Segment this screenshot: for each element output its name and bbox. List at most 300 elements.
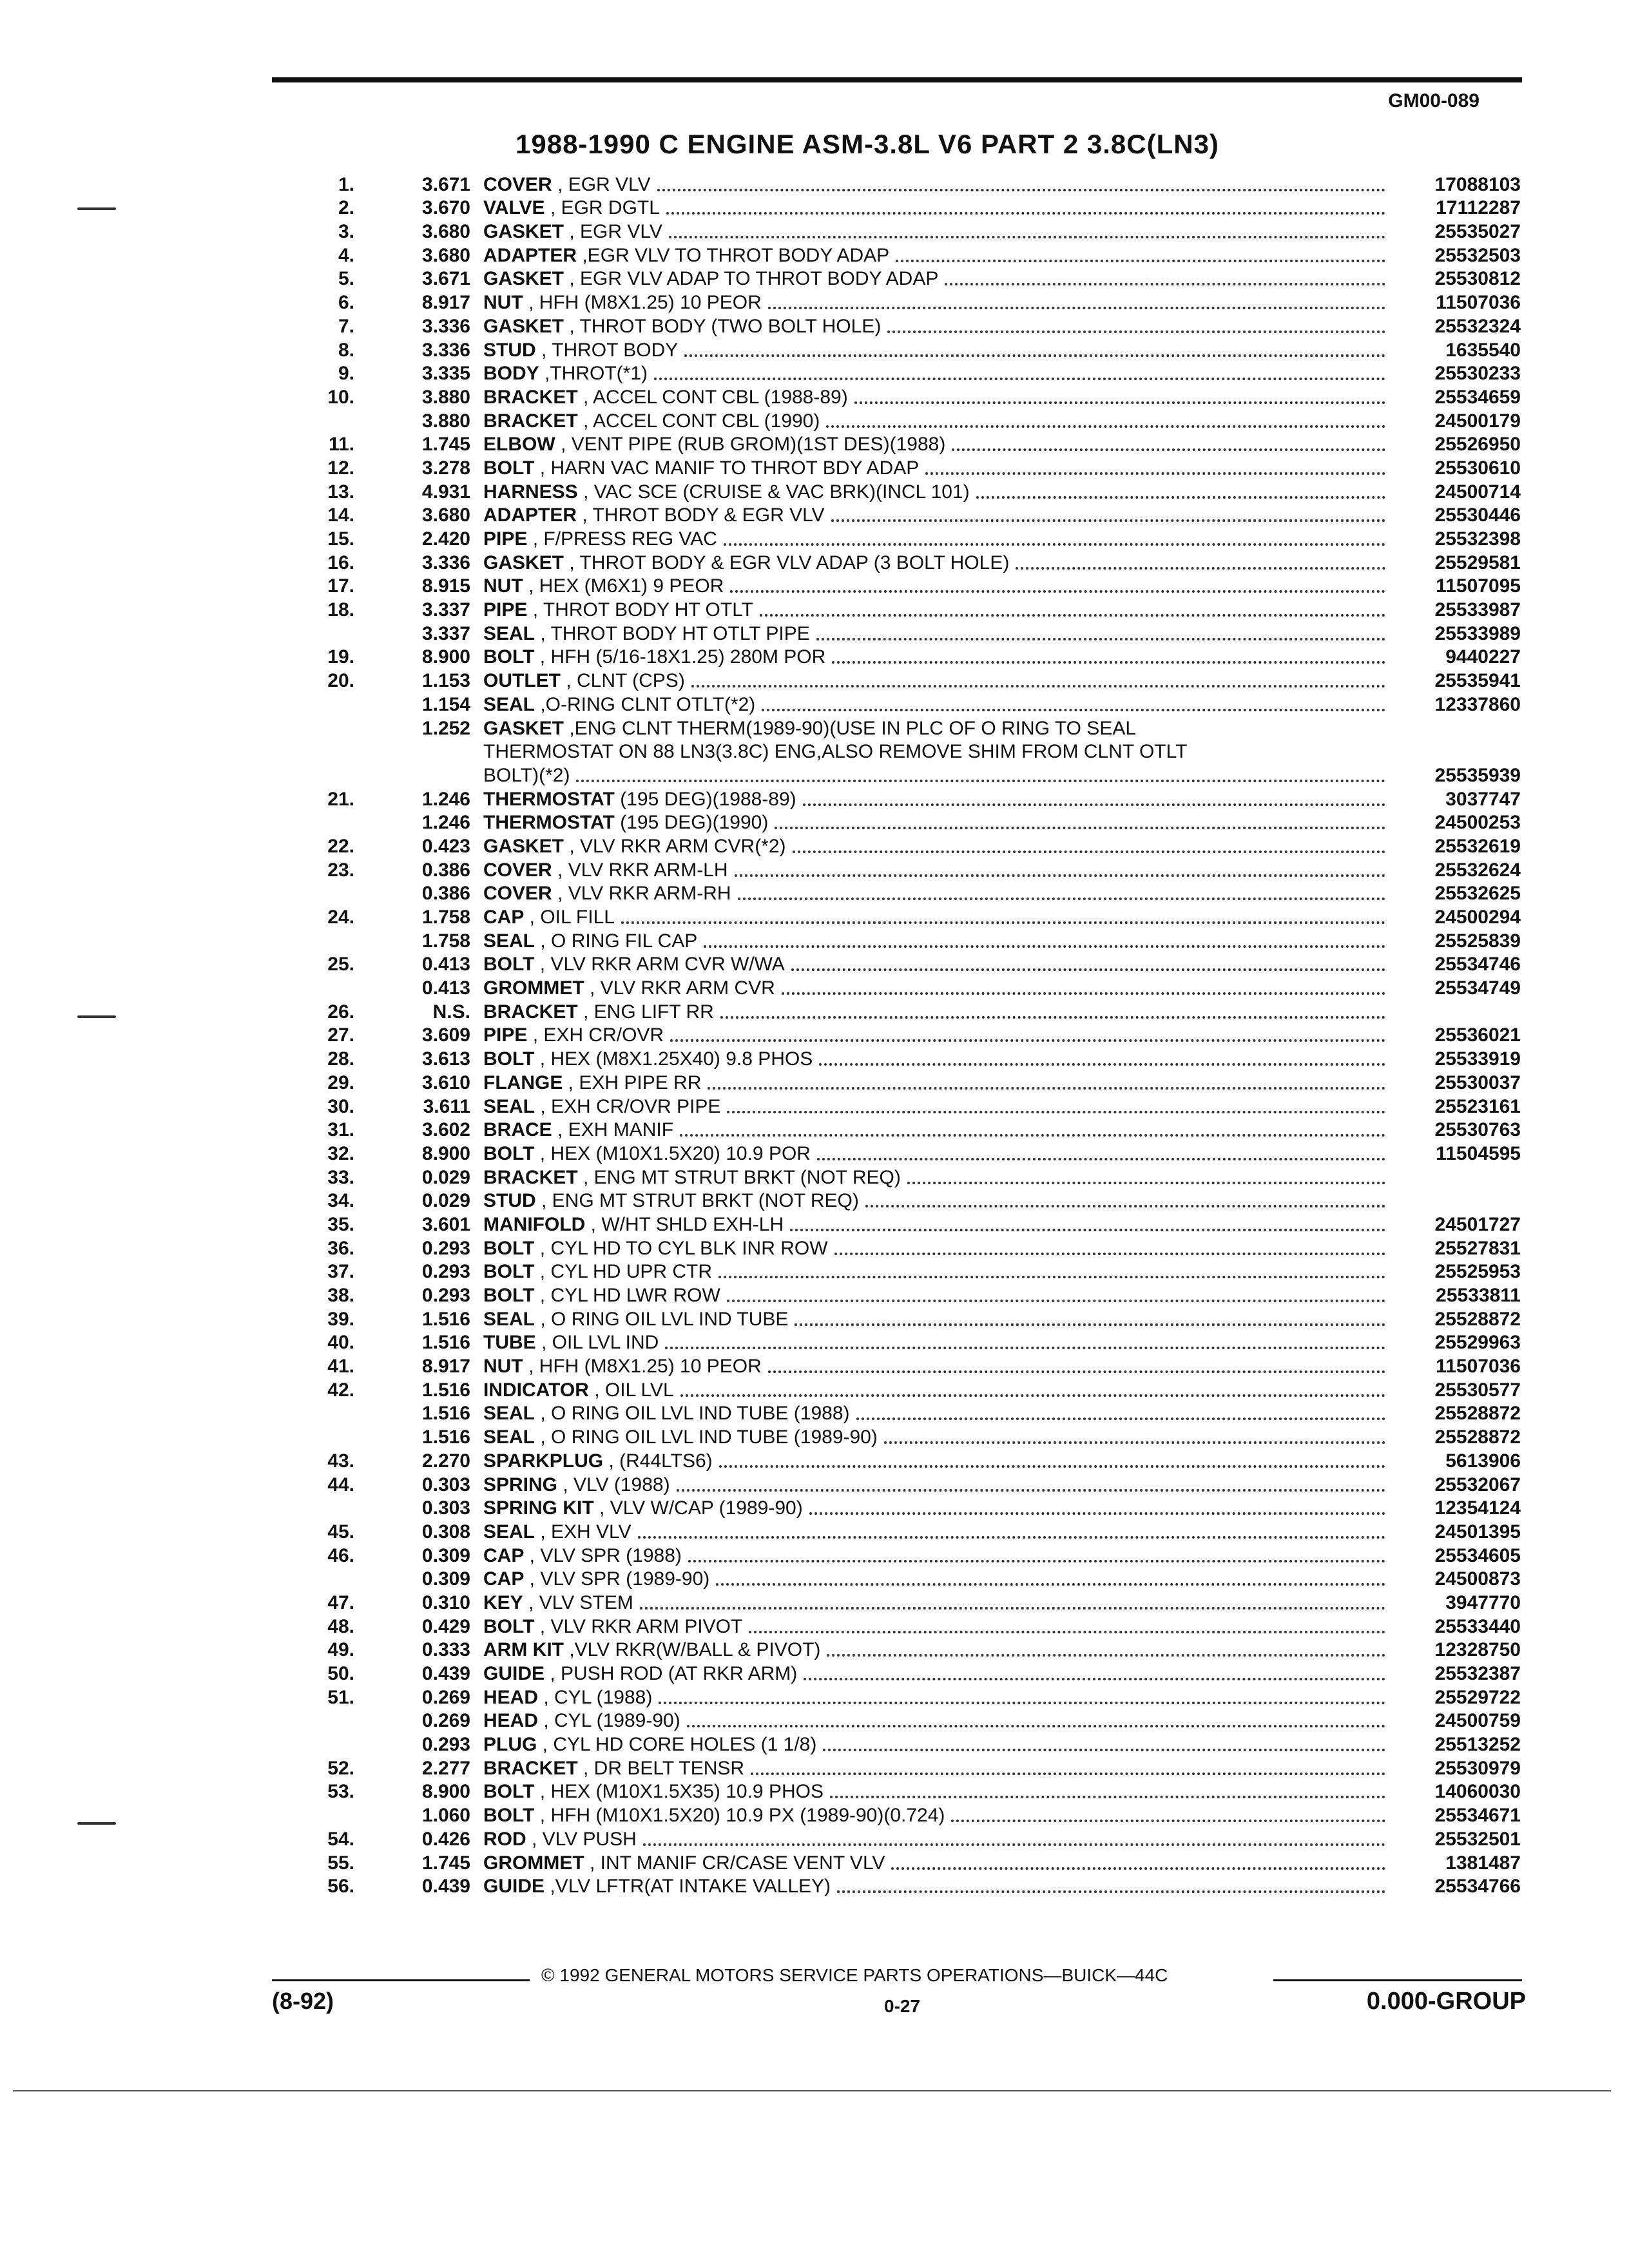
part-description — [470, 1142, 1392, 1166]
group-number: 3.336 — [421, 339, 470, 361]
item-number: 46. — [327, 1544, 354, 1566]
part-detail: (195 DEG)(1988-89) — [614, 788, 796, 810]
item-number: 48. — [327, 1615, 354, 1637]
part-description — [470, 599, 1392, 622]
item-number: 31. — [327, 1119, 354, 1141]
part-number: 25532067 — [1434, 1474, 1521, 1495]
table-row — [296, 456, 1521, 480]
copyright-notice: © 1992 GENERAL MOTORS SERVICE PARTS OPERATIONS—BUICK—44C — [541, 1965, 1168, 1985]
part-name: KEY — [483, 1591, 523, 1613]
dot-leader — [884, 1441, 1385, 1444]
part-name: STUD — [483, 1190, 536, 1212]
part-detail: , O RING OIL LVL IND TUBE — [535, 1308, 789, 1330]
table-row — [296, 1331, 1521, 1355]
part-number: 5613906 — [1445, 1450, 1521, 1472]
table-row — [296, 1119, 1521, 1142]
part-name: INDICATOR — [483, 1379, 589, 1401]
group-number: 0.423 — [421, 835, 470, 857]
part-detail: , VLV PUSH — [526, 1828, 637, 1850]
part-number: 25532619 — [1434, 835, 1521, 857]
part-detail: , EXH MANIF — [552, 1119, 674, 1141]
item-number: 43. — [327, 1450, 354, 1472]
part-description — [470, 1591, 1392, 1615]
part-detail: , PUSH ROD (AT RKR ARM) — [545, 1663, 798, 1684]
dot-leader — [638, 1536, 1385, 1539]
table-row — [296, 1756, 1521, 1780]
group-number: 0.293 — [421, 1285, 470, 1306]
dot-leader — [688, 1560, 1385, 1562]
group-number: 0.386 — [421, 883, 470, 905]
part-name: BOLT — [483, 1237, 535, 1259]
part-name: BOLT — [483, 1805, 535, 1827]
group-number: 0.029 — [421, 1166, 470, 1188]
table-row — [296, 1024, 1521, 1048]
part-name: GASKET — [483, 835, 564, 857]
part-number: 24500873 — [1434, 1568, 1521, 1590]
part-description — [470, 173, 1392, 197]
item-number: 42. — [327, 1379, 354, 1401]
part-description — [470, 1709, 1392, 1733]
group-number: 2.270 — [421, 1450, 470, 1472]
part-number: 25528872 — [1434, 1403, 1521, 1425]
part-description — [470, 788, 1392, 811]
part-name: THERMOSTAT — [483, 788, 615, 810]
part-name: SEAL — [483, 1308, 535, 1330]
item-number: 26. — [327, 1001, 354, 1023]
part-detail: (195 DEG)(1990) — [614, 812, 769, 834]
group-number: 0.439 — [421, 1876, 470, 1898]
part-description — [470, 552, 1392, 575]
item-number: 33. — [327, 1166, 354, 1188]
part-description — [470, 1024, 1392, 1047]
part-detail: , ENG MT STRUT BRKT (NOT REQ) — [577, 1166, 901, 1188]
part-description — [470, 1733, 1392, 1756]
dot-leader — [795, 1323, 1385, 1326]
part-description — [470, 1001, 1392, 1024]
group-number: 3.613 — [421, 1048, 470, 1070]
table-row — [296, 716, 1521, 740]
dot-leader — [680, 1134, 1385, 1137]
part-number: 25534671 — [1434, 1805, 1521, 1827]
part-description — [470, 339, 1392, 362]
part-number: 24500179 — [1434, 410, 1521, 432]
dot-leader — [837, 1890, 1385, 1893]
part-description — [470, 1686, 1392, 1709]
part-detail: ,VLV LFTR(AT INTAKE VALLEY) — [545, 1876, 831, 1898]
part-number: 25535939 — [1434, 764, 1521, 786]
table-row — [296, 1071, 1521, 1095]
dot-leader — [831, 519, 1385, 522]
table-row — [296, 976, 1521, 1000]
part-number: 25529722 — [1434, 1686, 1521, 1708]
item-number: 21. — [327, 788, 354, 810]
group-number: 3.680 — [421, 221, 470, 243]
table-row — [296, 1875, 1521, 1899]
dot-leader — [856, 1418, 1386, 1420]
part-description — [470, 1497, 1392, 1520]
part-name: GASKET — [483, 221, 564, 243]
item-number: 38. — [327, 1285, 354, 1306]
part-number: 12328750 — [1434, 1639, 1521, 1661]
part-number: 25532625 — [1434, 883, 1521, 905]
group-number: 3.337 — [421, 622, 470, 644]
table-row — [296, 693, 1521, 716]
group-number: 0.309 — [421, 1544, 470, 1566]
item-number: 40. — [327, 1332, 354, 1354]
part-number: 24500759 — [1434, 1710, 1521, 1732]
part-detail: , VAC SCE (CRUISE & VAC BRK)(INCL 101) — [577, 481, 970, 503]
part-detail: , CLNT (CPS) — [561, 670, 685, 692]
part-description — [470, 1757, 1392, 1780]
group-number: 8.900 — [421, 1781, 470, 1803]
part-name: GUIDE — [483, 1876, 545, 1898]
part-name: OUTLET — [483, 670, 561, 692]
table-row — [296, 905, 1521, 929]
dot-leader — [891, 1867, 1385, 1870]
item-number: 7. — [338, 315, 354, 337]
table-row — [296, 1568, 1521, 1591]
part-detail: , VLV RKR ARM-RH — [552, 883, 731, 905]
table-row — [296, 527, 1521, 551]
part-name: STUD — [483, 339, 536, 361]
part-description — [470, 622, 1392, 646]
part-description — [470, 1237, 1392, 1260]
dot-leader — [669, 236, 1385, 238]
part-name: SEAL — [483, 1095, 535, 1117]
part-description — [470, 1852, 1392, 1875]
part-description — [470, 1615, 1392, 1639]
part-name: CAP — [483, 1544, 525, 1566]
part-detail: , CYL HD LWR ROW — [534, 1285, 720, 1306]
part-number: 25533811 — [1436, 1285, 1521, 1306]
part-number: 25534766 — [1434, 1876, 1521, 1898]
item-number: 34. — [327, 1190, 354, 1212]
item-number: 35. — [327, 1213, 354, 1235]
part-detail: , OIL LVL IND — [535, 1332, 659, 1354]
part-description — [470, 1260, 1392, 1283]
page-title: 1988-1990 C ENGINE ASM-3.8L V6 PART 2 3.8C(LN3) — [516, 129, 1219, 159]
part-detail: , VLV RKR ARM CVR — [584, 977, 775, 999]
dot-leader — [677, 1489, 1385, 1492]
item-number: 41. — [327, 1356, 354, 1378]
part-description — [470, 953, 1392, 976]
group-number: 3.335 — [421, 363, 470, 385]
margin-mark — [77, 1015, 116, 1018]
table-row — [296, 1449, 1521, 1473]
part-name: SPRING — [483, 1474, 558, 1495]
part-description — [470, 433, 1392, 456]
item-number: 47. — [327, 1591, 354, 1613]
table-row — [296, 740, 1521, 764]
table-row — [296, 1000, 1521, 1024]
part-name: NUT — [483, 575, 523, 597]
group-number: 3.880 — [421, 410, 470, 432]
part-description — [470, 1048, 1392, 1071]
item-number: 10. — [327, 386, 354, 408]
dot-leader — [817, 1158, 1385, 1160]
part-description — [470, 740, 1392, 764]
table-row — [296, 811, 1521, 835]
part-description — [470, 1284, 1392, 1307]
part-detail: , VLV STEM — [523, 1591, 633, 1613]
bottom-rule — [13, 2090, 1611, 2091]
dot-leader — [854, 401, 1385, 404]
table-row — [296, 433, 1521, 457]
part-detail: ,THROT(*1) — [539, 363, 648, 385]
item-number: 11. — [328, 434, 354, 456]
part-description — [470, 930, 1392, 953]
dot-leader — [976, 496, 1385, 499]
dot-leader — [804, 1678, 1385, 1680]
part-number: 25534746 — [1434, 954, 1521, 975]
table-row — [296, 834, 1521, 858]
part-detail: , VLV RKR ARM CVR W/WA — [534, 954, 785, 975]
group-number: 1.153 — [421, 670, 470, 692]
table-row — [296, 480, 1521, 504]
dot-leader — [730, 590, 1385, 593]
part-detail: , HARN VAC MANIF TO THROT BDY ADAP — [534, 457, 920, 479]
dot-leader — [727, 1111, 1385, 1113]
part-detail: , VLV (1988) — [557, 1474, 670, 1495]
dot-leader — [665, 1347, 1385, 1349]
part-description — [470, 1189, 1392, 1213]
margin-mark — [77, 1822, 116, 1825]
part-number: 25530233 — [1434, 363, 1521, 385]
dot-leader — [640, 1607, 1385, 1610]
part-name: SEAL — [483, 693, 535, 715]
group-number: N.S. — [432, 1001, 470, 1023]
group-number: 8.900 — [421, 1142, 470, 1164]
table-row — [296, 1520, 1521, 1544]
part-detail: , VENT PIPE (RUB GROM)(1ST DES)(1988) — [555, 434, 946, 456]
part-description — [470, 1780, 1392, 1803]
item-number: 56. — [327, 1876, 354, 1898]
dot-leader — [819, 1063, 1385, 1066]
part-name: BRACKET — [483, 386, 578, 408]
part-description — [470, 291, 1392, 314]
part-detail: THERMOSTAT ON 88 LN3(3.8C) ENG,ALSO REMOVE SHIM FROM CLNT OTLT — [483, 741, 1188, 763]
group-number: 1.516 — [421, 1308, 470, 1330]
part-name: COVER — [483, 883, 552, 905]
part-description — [470, 1213, 1392, 1236]
group-number: 1.060 — [421, 1805, 470, 1827]
part-detail: , VLV W/CAP (1989-90) — [593, 1497, 803, 1519]
part-number: 25532501 — [1434, 1828, 1521, 1850]
table-row — [296, 669, 1521, 693]
part-name: SPARKPLUG — [483, 1450, 604, 1472]
table-row — [296, 787, 1521, 811]
part-number: 3947770 — [1445, 1591, 1521, 1613]
part-description — [470, 1355, 1392, 1378]
part-name: BODY — [483, 363, 539, 385]
dot-leader — [659, 1702, 1385, 1704]
table-row — [296, 764, 1521, 787]
table-row — [296, 1236, 1521, 1260]
part-detail: , HEX (M6X1) 9 PEOR — [523, 575, 724, 597]
item-number: 12. — [327, 457, 354, 479]
part-description — [470, 1474, 1392, 1497]
part-description — [470, 693, 1392, 716]
table-row — [296, 929, 1521, 953]
part-description — [470, 1804, 1392, 1827]
part-detail: , INT MANIF CR/CASE VENT VLV — [584, 1852, 885, 1874]
part-detail: , HEX (M10X1.5X35) 10.9 PHOS — [534, 1781, 824, 1803]
group-number: 1.516 — [421, 1332, 470, 1354]
group-number: 3.880 — [421, 386, 470, 408]
group-number: 0.303 — [421, 1474, 470, 1495]
table-row — [296, 1686, 1521, 1709]
group-number: 0.439 — [421, 1663, 470, 1684]
part-name: BRACKET — [483, 410, 578, 432]
table-row — [296, 1639, 1521, 1662]
part-number: 25536021 — [1434, 1024, 1521, 1046]
part-description — [470, 835, 1392, 858]
part-detail: , O RING OIL LVL IND TUBE (1988) — [535, 1403, 850, 1425]
item-number: 49. — [327, 1639, 354, 1661]
part-number: 25530577 — [1434, 1379, 1521, 1401]
part-name: HEAD — [483, 1686, 539, 1708]
part-number: 11507036 — [1436, 292, 1521, 314]
part-description — [470, 669, 1392, 693]
part-description — [470, 977, 1392, 1000]
group-number: 0.413 — [421, 954, 470, 975]
item-number: 32. — [327, 1142, 354, 1164]
part-detail: , O RING OIL LVL IND TUBE (1989-90) — [535, 1427, 878, 1448]
part-description — [470, 410, 1392, 433]
item-number: 5. — [338, 268, 354, 290]
item-number: 23. — [327, 859, 354, 881]
table-row — [296, 291, 1521, 314]
part-number: 25513252 — [1434, 1734, 1521, 1756]
part-description — [470, 481, 1392, 504]
part-detail: , THROT BODY HT OTLT — [527, 599, 753, 621]
part-detail: , EGR VLV — [552, 173, 651, 195]
part-number: 1635540 — [1445, 339, 1521, 361]
part-description — [470, 1095, 1392, 1119]
group-number: 3.602 — [421, 1119, 470, 1141]
part-description — [470, 197, 1392, 220]
part-name: GASKET — [483, 717, 564, 739]
table-row — [296, 409, 1521, 433]
part-name: GROMMET — [483, 1852, 584, 1874]
dot-leader — [680, 1394, 1385, 1397]
dot-leader — [708, 1087, 1385, 1090]
part-number: 25534749 — [1434, 977, 1521, 999]
part-number: 25534659 — [1434, 386, 1521, 408]
part-number: 24501727 — [1434, 1213, 1521, 1235]
table-row — [296, 244, 1521, 267]
part-detail: , VLV RKR ARM PIVOT — [534, 1615, 743, 1637]
dot-leader — [735, 874, 1385, 877]
dot-leader — [691, 685, 1385, 687]
group-number: 8.915 — [421, 575, 470, 597]
table-row — [296, 882, 1521, 906]
item-number: 2. — [338, 197, 354, 219]
dot-leader — [782, 992, 1385, 995]
group-number: 0.269 — [421, 1710, 470, 1732]
item-number: 17. — [327, 575, 354, 597]
item-number: 29. — [327, 1072, 354, 1093]
part-name: FLANGE — [483, 1072, 563, 1093]
part-detail: , F/PRESS REG VAC — [527, 528, 717, 550]
part-detail: ,EGR VLV TO THROT BODY ADAP — [577, 244, 890, 266]
table-row — [296, 314, 1521, 338]
item-number: 24. — [327, 907, 354, 928]
part-detail: , EXH CR/OVR — [527, 1024, 664, 1046]
item-number: 13. — [327, 481, 354, 503]
table-row — [296, 953, 1521, 977]
part-number: 24501395 — [1434, 1521, 1521, 1542]
part-name: ELBOW — [483, 434, 555, 456]
part-name: TUBE — [483, 1332, 536, 1354]
part-number: 24500253 — [1434, 812, 1521, 834]
part-name: BOLT — [483, 1285, 535, 1306]
group-number: 1.758 — [421, 930, 470, 952]
part-name: ARM KIT — [483, 1639, 564, 1661]
group-number: 1.516 — [421, 1403, 470, 1425]
group-number: 1.516 — [421, 1379, 470, 1401]
item-number: 50. — [327, 1663, 354, 1684]
table-row — [296, 1378, 1521, 1402]
part-description — [470, 1568, 1392, 1591]
part-detail: , EGR DGTL — [545, 197, 660, 219]
item-number: 4. — [338, 244, 354, 266]
group-number: 1.516 — [421, 1427, 470, 1448]
table-row — [296, 1260, 1521, 1284]
group-number: 0.269 — [421, 1686, 470, 1708]
dot-leader — [951, 1820, 1385, 1822]
part-detail: , HFH (M8X1.25) 10 PEOR — [523, 1356, 762, 1378]
part-name: CAP — [483, 1568, 525, 1590]
dot-leader — [1016, 567, 1385, 570]
part-name: ADAPTER — [483, 244, 577, 266]
part-detail: , OIL LVL — [588, 1379, 674, 1401]
dot-leader — [834, 1253, 1385, 1255]
group-number: 0.310 — [421, 1591, 470, 1613]
dot-leader — [657, 189, 1385, 191]
table-row — [296, 220, 1521, 244]
table-row — [296, 1591, 1521, 1615]
group-number: 3.337 — [421, 599, 470, 621]
part-detail: , THROT BODY & EGR VLV ADAP (3 BOLT HOLE) — [564, 552, 1010, 573]
group-number: 0.413 — [421, 977, 470, 999]
part-name: THERMOSTAT — [483, 812, 615, 834]
part-detail: , W/HT SHLD EXH-LH — [585, 1213, 784, 1235]
dot-leader — [830, 1796, 1385, 1798]
dot-leader — [718, 1276, 1385, 1278]
part-number: 25532324 — [1434, 315, 1521, 337]
part-detail: , VLV SPR (1989-90) — [524, 1568, 710, 1590]
table-row — [296, 551, 1521, 575]
part-number: 25533919 — [1434, 1048, 1521, 1070]
dot-leader — [827, 1654, 1385, 1657]
part-description — [470, 1450, 1392, 1473]
part-number: 25528872 — [1434, 1427, 1521, 1448]
group-number: 3.670 — [421, 197, 470, 219]
part-number: 25533987 — [1434, 599, 1521, 621]
part-detail: , HFH (5/16-18X1.25) 280M POR — [534, 646, 826, 668]
part-description — [470, 528, 1392, 551]
part-description — [470, 1521, 1392, 1544]
part-description — [470, 811, 1392, 834]
group-number: 3.610 — [421, 1072, 470, 1093]
item-number: 20. — [327, 670, 354, 692]
table-row — [296, 1827, 1521, 1851]
group-number: 0.308 — [421, 1521, 470, 1542]
part-detail: ,VLV RKR(W/BALL & PIVOT) — [563, 1639, 821, 1661]
group-number: 0.429 — [421, 1615, 470, 1637]
part-description — [470, 1331, 1392, 1354]
